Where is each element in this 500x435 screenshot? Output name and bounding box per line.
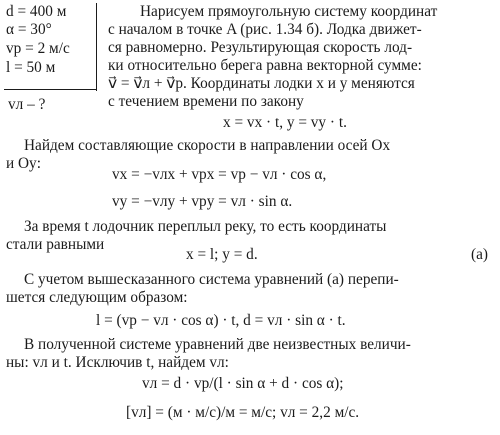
para4-line-1: С учетом вышесказанного система уравнений (а) перепи-: [24, 271, 399, 288]
para2-line-1: Найдем составляющие скорости в направлении осей Ox: [24, 137, 391, 154]
para3-line-1: За время t лодочник переплыл реку, то есть координаты: [24, 218, 387, 235]
para5-line-1: В полученной системе уравнений две неизвестных величи-: [24, 336, 411, 353]
given-current-speed: vр = 2 м/с: [6, 40, 70, 57]
intro-line-6: с течением времени по закону: [108, 93, 304, 110]
equation-vy: vy = −vлy + vрy = vл · sin α.: [112, 193, 293, 210]
given-drift: l = 50 м: [6, 59, 56, 76]
equation-result: vл = d · vр/(l · sin α + d · cos α);: [142, 375, 344, 392]
para4-line-2: шется следующим образом:: [6, 289, 188, 306]
para5-line-2: ны: vл и t. Исключив t, найдем vл:: [6, 354, 229, 371]
equation-coordinates: x = vx · t, y = vy · t.: [223, 114, 347, 131]
given-distance: d = 400 м: [6, 3, 67, 20]
para3-line-2: стали равными: [6, 236, 105, 253]
equation-tag-a: (a): [471, 246, 488, 263]
equation-xy: x = l; y = d.: [186, 246, 258, 263]
given-angle: α = 30°: [6, 21, 52, 38]
intro-line-4: ки относительно берега равна векторной сумме:: [108, 57, 422, 74]
equation-units: [vл] = (м · м/с)/м = м/с; vл = 2,2 м/с.: [126, 404, 360, 421]
intro-line-5: v⃗ = v⃗л + v⃗р. Координаты лодки x и y меняются: [108, 75, 415, 92]
equation-vx: vx = −vлx + vрx = vр − vл · cos α,: [112, 166, 327, 183]
given-block: [6, 3, 97, 91]
intro-line-1: Нарисуем прямоугольную систему координат: [140, 3, 438, 20]
given-divider: [4, 89, 96, 90]
para2-line-2: и Oy:: [6, 155, 41, 172]
find-value: vл – ?: [8, 96, 46, 113]
equation-system: l = (vр − vл · cos α) · t, d = vл · sin α · t.: [96, 312, 346, 329]
intro-line-2: с началом в точке A (рис. 1.34 б). Лодка движет-: [108, 21, 422, 38]
intro-line-3: ся равномерно. Результирующая скорость лод-: [108, 39, 413, 56]
